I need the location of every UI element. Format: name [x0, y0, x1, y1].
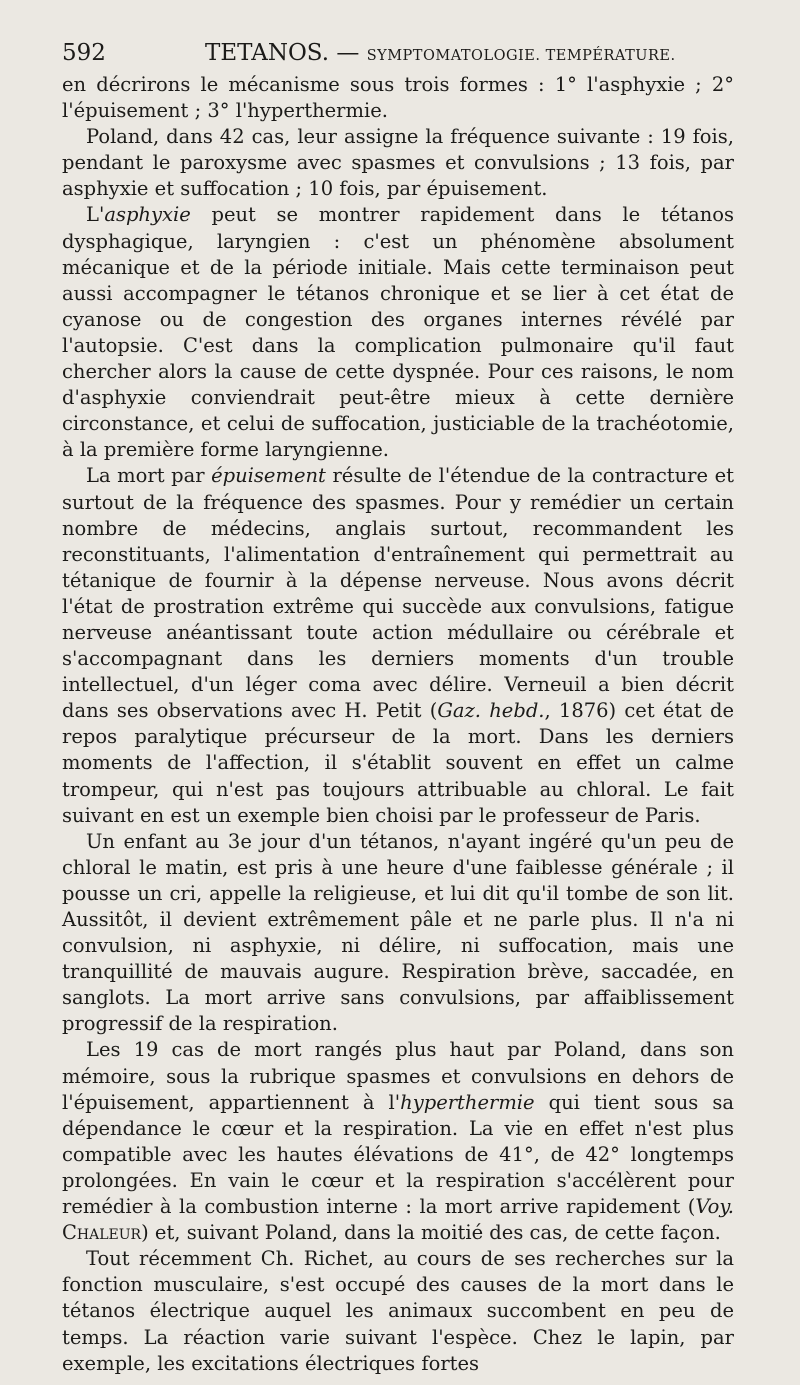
paragraph-6 — [62, 1037, 734, 1246]
p3-lead: L' — [86, 203, 105, 227]
paragraph-5: Un enfant au 3e jour d'un tétanos, n'ayant ingéré qu'un peu de chloral le matin, est pris à une heure d'une faiblesse générale ; il pousse un cri, appelle la religieuse, et lui dit qu'il tombe de son lit. Aussitôt, il devient extrêmement pâle et ne parle plus. Il n'a ni convulsion, ni asphyxie, ni délire, ni suffocation, mais une tranquillité de mauvais augure. Respiration brève, saccadée, en sanglots. La mort arrive sans convulsions, par affaiblissement progressif de la respiration. — [62, 829, 734, 1036]
running-head — [62, 38, 734, 72]
p6-crossref: Chaleur — [62, 1221, 142, 1245]
section-subtitle: SYMPTOMATOLOGIE. TEMPÉRATURE. — [366, 48, 676, 64]
paragraph-3 — [62, 202, 734, 463]
body-text — [62, 72, 734, 1377]
p3-italic-term: asphyxie — [104, 203, 191, 227]
page-number: 592 — [62, 40, 106, 66]
paragraph-4 — [62, 463, 734, 828]
p6-text: qui tient sous sa dépendance le cœur et la respiration. La vie en effet n'est plus compatible avec les hautes élévations de 41°, de 42° longtemps prolongées. En vain le cœur et la respiration s'accélèrent pour remédier à la combustion interne : la mort arrive rapidement ( — [62, 1090, 734, 1219]
paragraph-2: Poland, dans 42 cas, leur assigne la fréquence suivante : 19 fois, pendant le paroxysme avec spasmes et convulsions ; 13 fois, par asphyxie et suffocation ; 10 fois, par épuisement. — [62, 125, 734, 201]
paragraph-7: Tout récemment Ch. Richet, au cours de ses recherches sur la fonction musculaire, s'est occupé des causes de la mort dans le tétanos électrique auquel les animaux succombent en peu de temps. La réaction varie suivant l'espèce. Chez le lapin, par exemple, les excitations électriques fortes — [62, 1247, 734, 1375]
p6-voy: Voy. — [695, 1195, 734, 1219]
p4-journal-ref: Gaz. hebd. — [437, 699, 545, 723]
p4-text-end: , 1876) cet état de repos paralytique précurseur de la mort. Dans les derniers moments de l'affection, il s'établit souvent en effet un calme trompeur, qui n'est pas toujours attribuable au chloral. Le fait suivant en est un exemple bien choisi par le professeur de Paris. — [62, 699, 735, 827]
paragraph-1: en décrirons le mécanisme sous trois formes : 1° l'asphyxie ; 2° l'épuisement ; 3° l'hyperthermie. — [62, 73, 734, 123]
p6-text-end: ) et, suivant Poland, dans la moitié des cas, de cette façon. — [141, 1221, 721, 1245]
p4-text: résulte de l'étendue de la contracture et surtout de la fréquence des spasmes. Pour y remédier un certain nombre de médecins, anglais surtout, recommandent les reconstituants, l'alimentation d'entraînement qui permettrait au tétanique de fournir à la dépense nerveuse. Nous avons décrit l'état de prostration extrême qui succède aux convulsions, fatigue nerveuse anéantissant toute action médullaire ou cérébrale et s'accompagnant dans les derniers moments d'un trouble intellectuel, d'un léger coma avec délire. Verneuil a bien décrit dans ses observations avec H. Petit ( — [62, 464, 734, 723]
running-title — [205, 38, 676, 71]
p6-lead: Les 19 cas de mort rangés plus haut par Poland, dans son mémoire, sous la rubrique spasmes et convulsions en dehors de l'épuisement, appartiennent à l' — [62, 1038, 734, 1114]
p4-italic-term: épuisement — [211, 464, 326, 488]
chapter-title: TETANOS. — — [205, 40, 360, 66]
p6-italic-term: hyperthermie — [400, 1090, 535, 1114]
p3-text: peut se montrer rapidement dans le tétanos dysphagique, laryngien : c'est un phénomène absolument mécanique et de la période initiale. Mais cette terminaison peut aussi accompagner le tétanos chronique et se lier à cet état de cyanose ou de congestion des organes internes révélé par l'autopsie. C'est dans la complication pulmonaire qu'il faut chercher alors la cause de cette dyspnée. Pour ces raisons, le nom d'asphyxie conviendrait peut-être mieux à cette dernière circonstance, et celui de suffocation, justiciable de la trachéotomie, à la première forme laryngienne. — [62, 203, 734, 462]
p4-lead: La mort par — [86, 464, 212, 488]
